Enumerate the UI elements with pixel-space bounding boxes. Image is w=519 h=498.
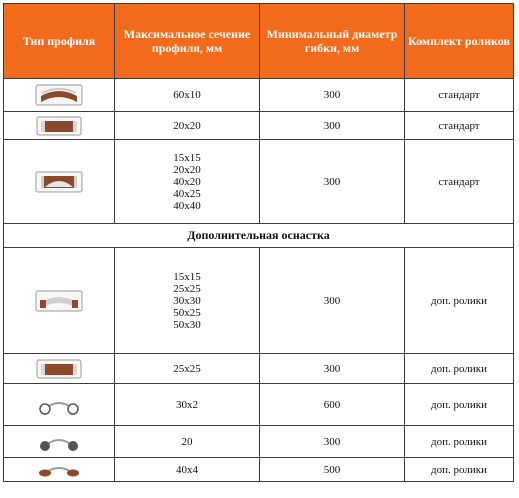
profile-icon-cell: [4, 354, 115, 384]
diameter-cell: 300: [260, 79, 405, 112]
rollers-cell: доп. ролики: [405, 354, 514, 384]
section-value: 40x4: [176, 463, 198, 476]
arc-square-tube-profile-icon: [34, 289, 84, 313]
section-value: 20x20: [173, 119, 201, 132]
profile-icon-cell: [4, 384, 115, 426]
table-header-row: [4, 4, 514, 79]
section-value: 15x15: [173, 270, 201, 283]
square-tube-profile-icon: [35, 171, 83, 193]
profile-icon-cell: [4, 248, 115, 354]
rollers-cell: доп. ролики: [405, 458, 514, 482]
table-row: [4, 384, 514, 426]
rollers-cell: стандарт: [405, 140, 514, 224]
table-row: [4, 112, 514, 140]
round-bar-profile-icon: [36, 431, 82, 453]
profile-icon-cell: [4, 426, 115, 458]
rollers-cell: доп. ролики: [405, 426, 514, 458]
section-cell: [115, 140, 260, 224]
table-row: [4, 458, 514, 482]
section-cell: [115, 354, 260, 384]
section-cell: [115, 79, 260, 112]
square-bar-profile-icon: [36, 116, 82, 136]
section-value: 60x10: [173, 89, 201, 101]
table-row: [4, 426, 514, 458]
section-value: 50x25: [173, 306, 201, 319]
diameter-cell: 300: [260, 112, 405, 140]
section-value: 25x25: [173, 362, 201, 375]
table-row: [4, 248, 514, 354]
table-row: [4, 140, 514, 224]
header-profile-type: Тип профиля: [4, 4, 115, 79]
section-value: 40x20: [173, 175, 201, 188]
profile-icon-cell: [4, 112, 115, 140]
section-title: Дополнительная оснастка: [4, 224, 514, 248]
section-value: 30x30: [173, 294, 201, 307]
section-value: 20x20: [173, 163, 201, 176]
oval-profile-icon: [36, 461, 82, 479]
diameter-cell: 500: [260, 458, 405, 482]
profile-icon-cell: [4, 458, 115, 482]
rollers-cell: стандарт: [405, 79, 514, 112]
section-value: 30x2: [176, 398, 198, 411]
diameter-cell: 600: [260, 384, 405, 426]
section-value: 40x25: [173, 187, 201, 200]
section-cell: [115, 458, 260, 482]
diameter-cell: 300: [260, 140, 405, 224]
square-bar-profile-icon: [36, 359, 82, 379]
diameter-cell: 300: [260, 354, 405, 384]
section-title-row: [4, 224, 514, 248]
header-min-diameter: Минимальный диаметр гибки, мм: [260, 4, 405, 79]
section-cell: [115, 112, 260, 140]
section-value: 40x40: [173, 199, 201, 212]
header-max-section: Максимальное сечение профиля, мм: [115, 4, 260, 79]
diameter-cell: 300: [260, 426, 405, 458]
table-row: [4, 354, 514, 384]
round-tube-profile-icon: [36, 394, 82, 416]
table-row: [4, 79, 514, 112]
section-value: 25x25: [173, 282, 201, 295]
section-cell: [115, 426, 260, 458]
header-roller-set: Комплект роликов: [405, 4, 514, 79]
profile-icon-cell: [4, 140, 115, 224]
section-cell: [115, 384, 260, 426]
section-value: 15x15: [173, 151, 201, 164]
bending-spec-table: [3, 3, 514, 482]
diameter-cell: 300: [260, 248, 405, 354]
section-value: 50x30: [173, 318, 201, 331]
arc-flat-strip-profile-icon: [34, 83, 84, 107]
rollers-cell: доп. ролики: [405, 384, 514, 426]
rollers-cell: доп. ролики: [405, 248, 514, 354]
section-value: 20: [181, 435, 193, 448]
rollers-cell: стандарт: [405, 112, 514, 140]
profile-icon-cell: [4, 79, 115, 112]
section-cell: [115, 248, 260, 354]
